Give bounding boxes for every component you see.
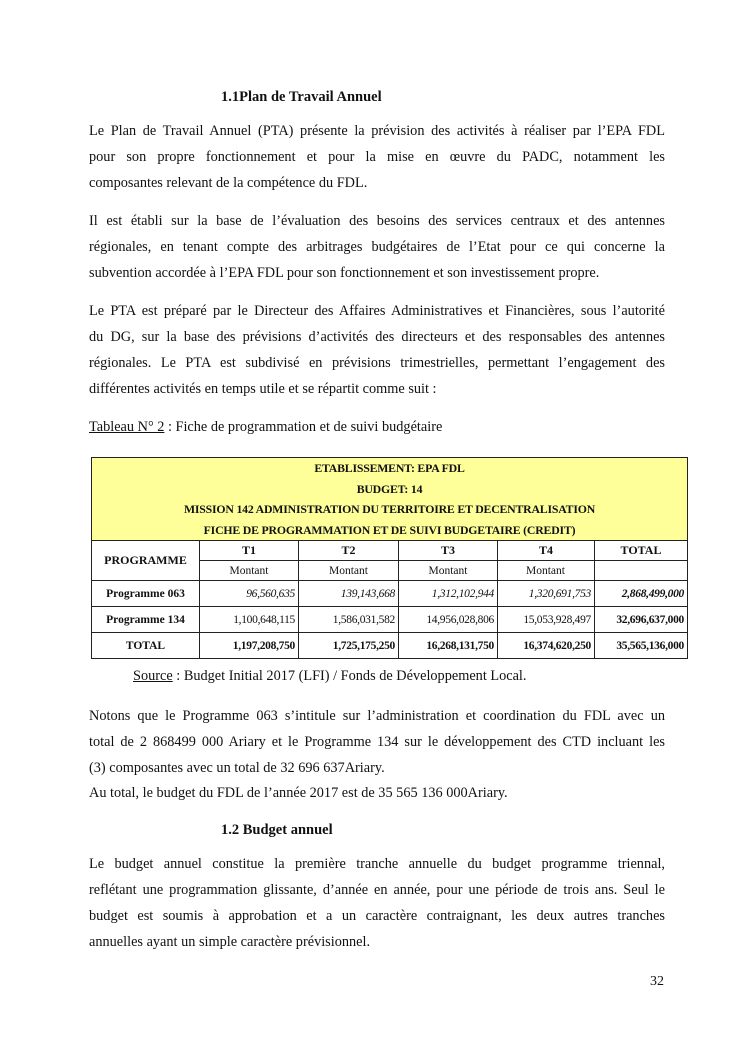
paragraph-line: régionales. Le PTA est subdivisé en prévisions trimestrielles, permettant l’engagement des [89,355,665,371]
banner-mission: MISSION 142 ADMINISTRATION DU TERRITOIRE ET DECENTRALISATION [183,502,596,516]
budget-programming-table [91,457,688,659]
cell-063-t2: 139,143,668 [299,581,399,607]
paragraph-line: composantes relevant de la compétence du FDL. [89,175,368,191]
paragraph-pta-basis [89,208,665,286]
paragraph-line: Le PTA est préparé par le Directeur des Affaires Administratives et Financières, sous l’autorité [89,303,665,319]
cell-134-total: 32,696,637,000 [595,607,688,633]
cell-total-t3: 16,268,131,750 [399,633,498,659]
section-heading-1-1: 1.1Plan de Travail Annuel [221,89,382,105]
paragraph-programme-notes [89,703,665,805]
subheader-montant-t3: Montant [399,561,498,581]
paragraph-budget-annuel [89,851,665,955]
column-header-t1: T1 [200,541,299,561]
paragraph-line: Au total, le budget du FDL de l’année 2017 est de 35 565 136 000Ariary. [89,785,508,801]
cell-134-t3: 14,956,028,806 [399,607,498,633]
paragraph-line: total de 2 868499 000 Ariary et le Programme 134 sur le développement des CTD incluant les [89,734,665,750]
row-label-programme-134: Programme 134 [92,607,200,633]
section-heading-1-2: 1.2 Budget annuel [221,822,333,838]
source-label: Source [133,668,173,684]
cell-063-total: 2,868,499,000 [595,581,688,607]
paragraph-line: Le budget annuel constitue la première tranche annuelle du budget programme triennal, [89,856,665,872]
cell-134-t2: 1,586,031,582 [299,607,399,633]
table-row [92,607,688,633]
table-caption-text: : Fiche de programmation et de suivi budgétaire [164,419,443,435]
cell-total-t4: 16,374,620,250 [498,633,595,659]
column-header-t4: T4 [498,541,595,561]
column-header-t3: T3 [399,541,498,561]
row-label-total: TOTAL [92,633,200,659]
paragraph-line: différentes activités en temps utile et se répartit comme suit : [89,381,437,397]
cell-134-t4: 15,053,928,497 [498,607,595,633]
paragraph-line: Notons que le Programme 063 s’intitule sur l’administration et coordination du FDL avec un [89,708,665,724]
row-label-programme-063: Programme 063 [92,581,200,607]
paragraph-line: pour son propre fonctionnement et pour la mise en œuvre du PADC, notamment les [89,149,665,165]
cell-063-t4: 1,320,691,753 [498,581,595,607]
cell-total-t1: 1,197,208,750 [200,633,299,659]
column-header-programme: PROGRAMME [92,541,200,581]
cell-grand-total: 35,565,136,000 [595,633,688,659]
cell-134-t1: 1,100,648,115 [200,607,299,633]
paragraph-line: reflétant une programmation glissante, d’année en année, pour une période de trois ans. Seul le [89,882,665,898]
paragraph-line: annuelles ayant un simple caractère prévisionnel. [89,934,371,950]
banner-budget: BUDGET: 14 [356,481,423,496]
table-caption-label: Tableau N° 2 [89,419,165,435]
cell-total-t2: 1,725,175,250 [299,633,399,659]
subheader-montant-t4: Montant [498,561,595,581]
column-header-total: TOTAL [595,541,688,561]
paragraph-line: subvention accordée à l’EPA FDL pour son fonctionnement et son investissement propre. [89,265,600,281]
paragraph-pta-intro [89,118,665,196]
source-text: : Budget Initial 2017 (LFI) / Fonds de Développement Local. [172,668,527,684]
table-caption [89,419,442,436]
cell-063-t3: 1,312,102,944 [399,581,498,607]
column-header-t2: T2 [299,541,399,561]
table-banner [92,458,688,541]
paragraph-line: (3) composantes avec un total de 32 696 637Ariary. [89,760,385,776]
paragraph-line: budget est soumis à approbation et a un caractère contraignant, les deux autres tranches [89,908,665,924]
table-source [133,668,526,685]
banner-etablissement: ETABLISSEMENT: EPA FDL [314,461,465,475]
page-number: 32 [650,974,664,989]
cell-063-t1: 96,560,635 [200,581,299,607]
paragraph-line: Il est établi sur la base de l’évaluation des besoins des services centraux et des antennes [89,213,665,229]
table-row [92,581,688,607]
subheader-total-empty [595,561,688,581]
paragraph-line: Le Plan de Travail Annuel (PTA) présente la prévision des activités à réaliser par l’EPA FDL [89,123,665,139]
subheader-montant-t2: Montant [299,561,399,581]
subheader-montant-t1: Montant [200,561,299,581]
banner-fiche: FICHE DE PROGRAMMATION ET DE SUIVI BUDGETAIRE (CREDIT) [203,522,576,537]
paragraph-line: régionales, en tenant compte des arbitrages budgétaires de l’Etat pour ce qui concerne la [89,239,665,255]
paragraph-line: du DG, sur la base des prévisions d’activités des directeurs et des responsables des antennes [89,329,665,345]
paragraph-pta-preparation [89,298,665,402]
table-row-total [92,633,688,659]
